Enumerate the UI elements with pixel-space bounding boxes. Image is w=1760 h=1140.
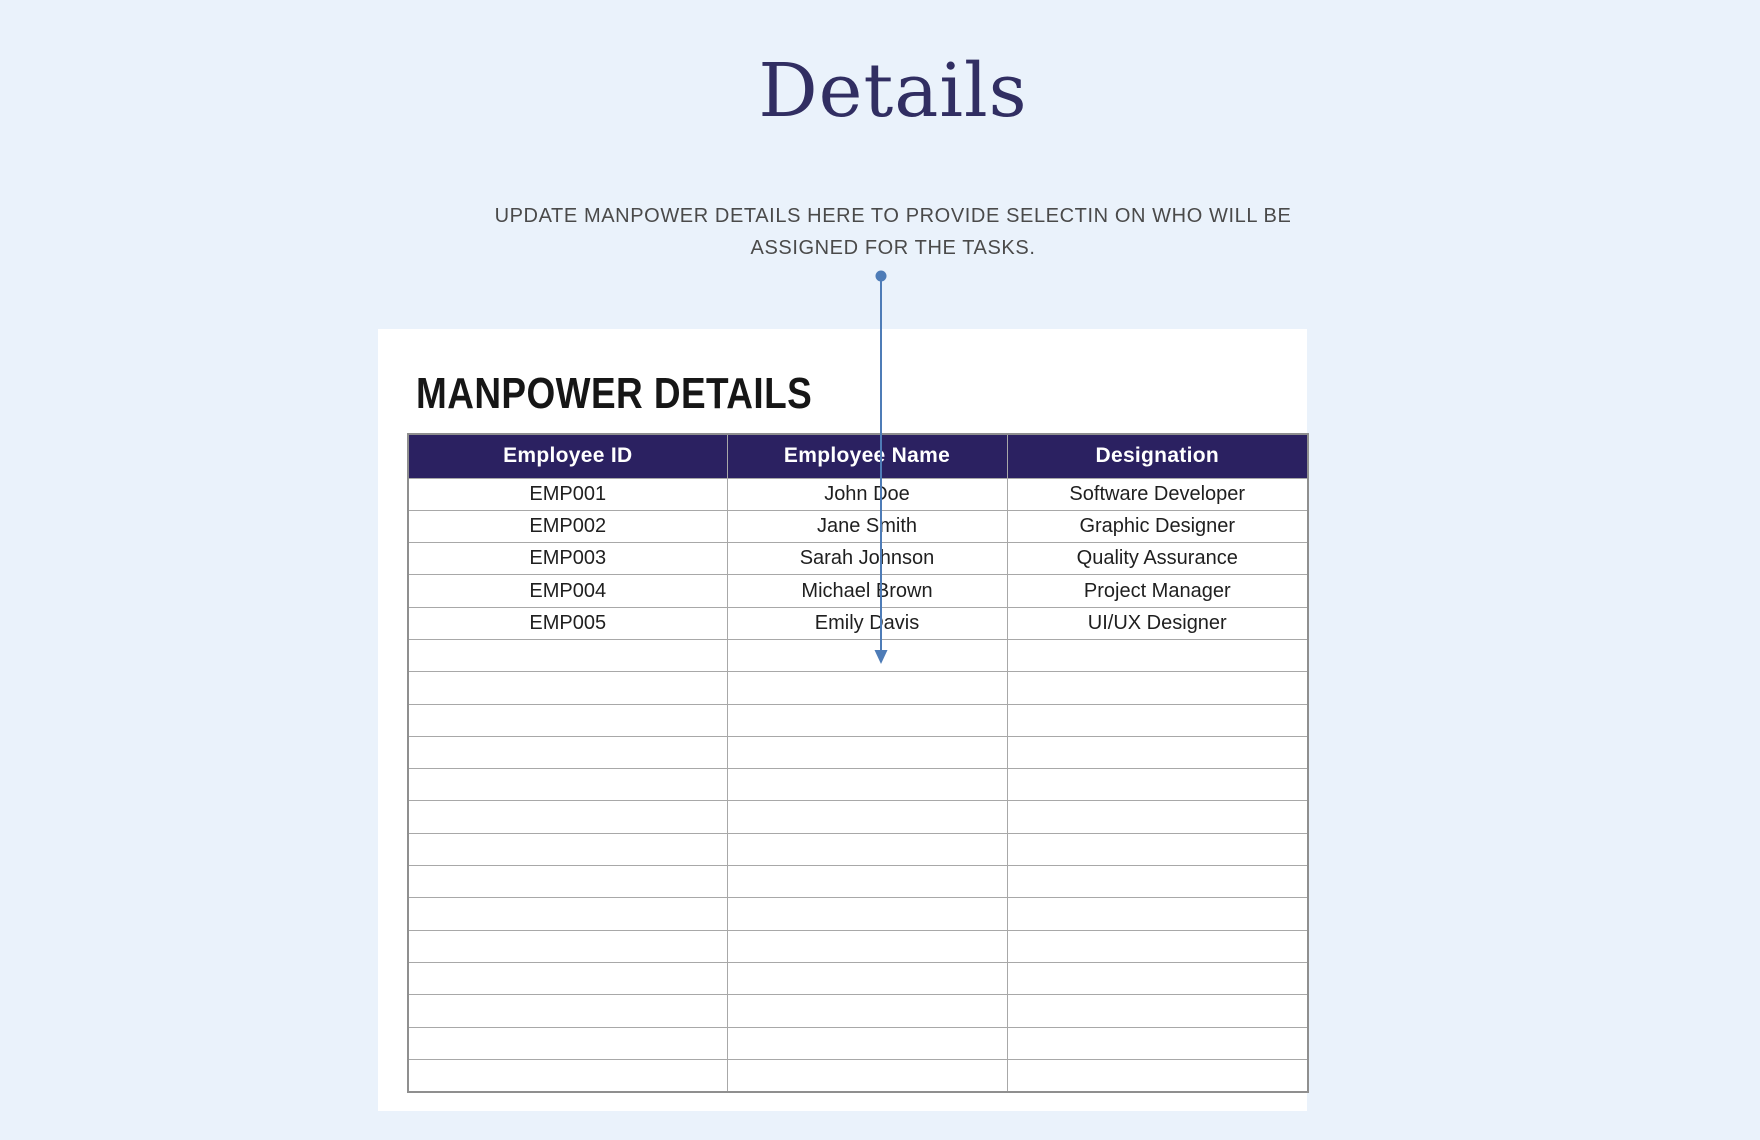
cell-employee-name — [727, 639, 1007, 671]
empty-row — [408, 1027, 1308, 1059]
table-row — [408, 510, 1308, 542]
cell-designation — [1007, 672, 1308, 704]
empty-row — [408, 995, 1308, 1027]
cell-employee-name: Jane Smith — [727, 510, 1007, 542]
cell-employee-name — [727, 769, 1007, 801]
cell-employee-id — [408, 769, 727, 801]
cell-employee-id: EMP001 — [408, 478, 727, 510]
empty-row — [408, 736, 1308, 768]
cell-employee-id — [408, 1059, 727, 1091]
empty-row — [408, 898, 1308, 930]
cell-designation: Project Manager — [1007, 575, 1308, 607]
empty-row — [408, 866, 1308, 898]
cell-designation — [1007, 962, 1308, 994]
empty-row — [408, 962, 1308, 994]
cell-employee-name — [727, 672, 1007, 704]
cell-employee-name — [727, 866, 1007, 898]
cell-designation — [1007, 1027, 1308, 1059]
manpower-card — [378, 329, 1307, 1111]
table-row — [408, 478, 1308, 510]
cell-designation — [1007, 801, 1308, 833]
connector-arrow — [869, 266, 893, 670]
cell-employee-name — [727, 962, 1007, 994]
empty-row — [408, 672, 1308, 704]
empty-row — [408, 1059, 1308, 1091]
empty-row — [408, 704, 1308, 736]
cell-employee-id: EMP005 — [408, 607, 727, 639]
cell-employee-id — [408, 930, 727, 962]
cell-employee-id — [408, 866, 727, 898]
empty-row — [408, 833, 1308, 865]
cell-employee-id: EMP004 — [408, 575, 727, 607]
manpower-table — [407, 433, 1309, 1093]
cell-employee-name — [727, 736, 1007, 768]
cell-designation — [1007, 898, 1308, 930]
cell-employee-name — [727, 1059, 1007, 1091]
empty-row — [408, 769, 1308, 801]
page-title: Details — [758, 48, 1028, 134]
cell-employee-name: Michael Brown — [727, 575, 1007, 607]
cell-designation: UI/UX Designer — [1007, 607, 1308, 639]
cell-designation — [1007, 736, 1308, 768]
connector-dot — [876, 271, 887, 282]
cell-designation — [1007, 704, 1308, 736]
cell-employee-name — [727, 704, 1007, 736]
cell-designation: Graphic Designer — [1007, 510, 1308, 542]
cell-employee-name — [727, 1027, 1007, 1059]
table-row — [408, 575, 1308, 607]
cell-designation — [1007, 639, 1308, 671]
cell-employee-name — [727, 898, 1007, 930]
cell-employee-id — [408, 995, 727, 1027]
cell-employee-name — [727, 930, 1007, 962]
cell-employee-name: Sarah Johnson — [727, 543, 1007, 575]
cell-employee-id: EMP002 — [408, 510, 727, 542]
cell-designation — [1007, 1059, 1308, 1091]
cell-employee-name — [727, 995, 1007, 1027]
cell-designation — [1007, 769, 1308, 801]
cell-employee-name: Emily Davis — [727, 607, 1007, 639]
cell-employee-name: John Doe — [727, 478, 1007, 510]
cell-designation: Software Developer — [1007, 478, 1308, 510]
empty-row — [408, 801, 1308, 833]
cell-employee-id: EMP003 — [408, 543, 727, 575]
cell-designation: Quality Assurance — [1007, 543, 1308, 575]
cell-employee-id — [408, 704, 727, 736]
page-subtitle: UPDATE MANPOWER DETAILS HERE TO PROVIDE SELECTIN ON WHO WILL BE ASSIGNED FOR THE TASKS. — [494, 205, 1292, 259]
table-body — [408, 478, 1308, 1092]
cell-designation — [1007, 833, 1308, 865]
cell-employee-name — [727, 833, 1007, 865]
cell-employee-id — [408, 801, 727, 833]
cell-employee-name — [727, 801, 1007, 833]
cell-employee-id — [408, 833, 727, 865]
cell-designation — [1007, 930, 1308, 962]
table-row — [408, 607, 1308, 639]
empty-row — [408, 639, 1308, 671]
cell-employee-id — [408, 1027, 727, 1059]
empty-row — [408, 930, 1308, 962]
card-heading: MANPOWER DETAILS — [416, 369, 813, 418]
cell-employee-id — [408, 962, 727, 994]
column-header: Employee Name — [727, 434, 1007, 478]
table-row — [408, 543, 1308, 575]
column-header: Designation — [1007, 434, 1308, 478]
cell-employee-id — [408, 672, 727, 704]
cell-designation — [1007, 866, 1308, 898]
cell-employee-id — [408, 736, 727, 768]
header-row — [408, 434, 1308, 478]
cell-designation — [1007, 995, 1308, 1027]
column-header: Employee ID — [408, 434, 727, 478]
cell-employee-id — [408, 639, 727, 671]
cell-employee-id — [408, 898, 727, 930]
connector-arrowhead-icon — [875, 650, 888, 664]
